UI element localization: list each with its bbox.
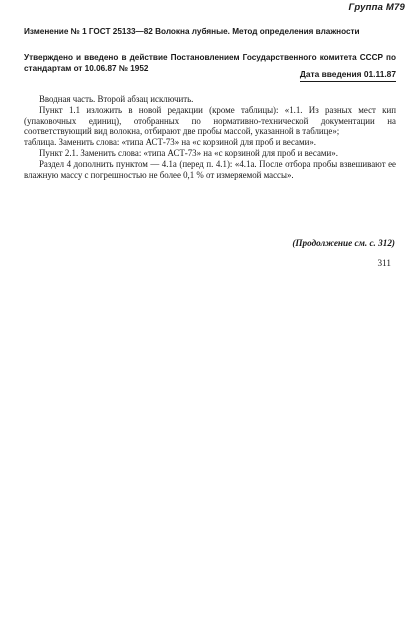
page-number: 311 (377, 258, 391, 268)
effective-date: Дата введения 01.11.87 (300, 69, 396, 82)
continuation-note: (Продолжение см. с. 312) (292, 238, 395, 248)
paragraph-table: таблица. Заменить слова: «типа АСТ-73» на «с корзиной для проб и весами». (24, 137, 317, 148)
paragraph-intro: Вводная часть. Второй абзац исключить. (39, 94, 194, 104)
amendment-body (24, 94, 396, 180)
paragraph-clause-2-1: Пункт 2.1. Заменить слова: «типа АСТ-73» на «с корзиной для проб и весами». (39, 147, 338, 158)
paragraph-section-4: Раздел 4 дополнить пунктом — 4.1а (перед п. 4.1): «4.1а. После отбора пробы взвешивают ее влажную массу с погрешностью не более 0,1 % от измеряемой массы». (24, 158, 396, 180)
group-label: Группа М79 (348, 2, 405, 13)
amendment-header: Изменение № 1 ГОСТ 25133—82 Волокна лубяные. Метод определения влажности (24, 27, 360, 36)
paragraph-clause-1-1: Пункт 1.1 изложить в новой редакции (кроме таблицы): «1.1. Из разных мест кип (упаковочных единиц), отобранных по нормативно-технической документации на соответствующий вид волокна, отбирают две пробы массой, указанной в таблице»; (24, 104, 396, 137)
approval-statement: Утверждено и введено в действие Постановлением Государственного комитета СССР по стандартам от 10.06.87 № 1952 (24, 53, 396, 73)
